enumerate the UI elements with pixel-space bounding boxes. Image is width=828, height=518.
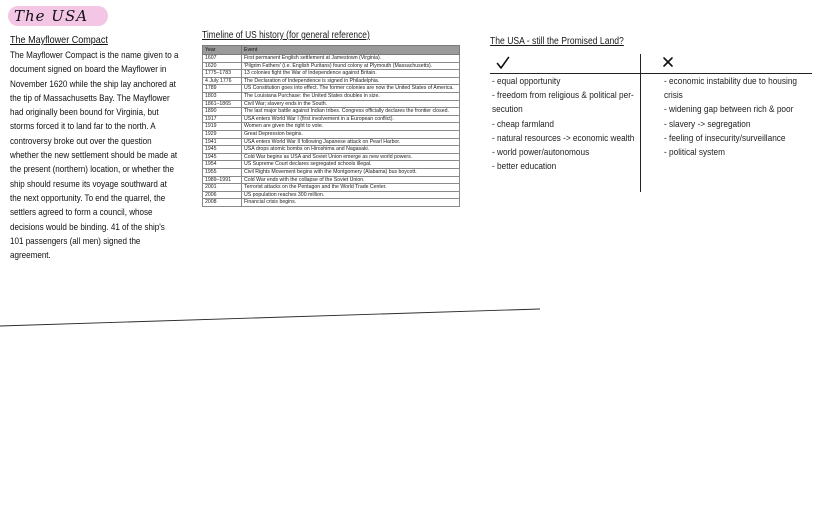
list-item: - political system xyxy=(664,147,725,159)
timeline-year: 1917 xyxy=(203,115,242,123)
timeline-year: 1954 xyxy=(203,161,242,169)
timeline-year: 1919 xyxy=(203,123,242,131)
list-item: - freedom from religious & political per-secution xyxy=(492,90,634,116)
table-row xyxy=(203,92,460,100)
table-row xyxy=(203,123,460,131)
table-row xyxy=(203,62,460,70)
timeline-col-event: Event xyxy=(242,46,460,55)
table-row xyxy=(203,176,460,184)
timeline-year: 1890 xyxy=(203,108,242,116)
timeline-event: 13 colonies fight the War of Independence against Britain. xyxy=(242,70,460,78)
timeline-year: 1775–1783 xyxy=(203,70,242,78)
mayflower-heading: The Mayflower Compact xyxy=(10,34,108,46)
table-row xyxy=(203,153,460,161)
timeline-event: USA enters World War II following Japanese attack on Pearl Harbor. xyxy=(242,138,460,146)
table-row xyxy=(203,168,460,176)
timeline-table xyxy=(202,45,460,207)
timeline-year: 1620 xyxy=(203,62,242,70)
timeline-event: Terrorist attacks on the Pentagon and the World Trade Center. xyxy=(242,184,460,192)
pros-list xyxy=(492,75,638,174)
timeline-event: US Constitution goes into effect. The former colonies are now the United States of America. xyxy=(242,85,460,93)
timeline-event: US Supreme Court declares segregated schools illegal. xyxy=(242,161,460,169)
timeline-event: The Declaration of Independence is signed in Philadelphia. xyxy=(242,77,460,85)
tchart-vertical-line xyxy=(640,54,641,192)
mayflower-section xyxy=(10,34,182,262)
timeline-year: 1945 xyxy=(203,153,242,161)
table-row xyxy=(203,100,460,108)
timeline-event: The Louisiana Purchase: the United States doubles in size. xyxy=(242,92,460,100)
timeline-year: 1989–1991 xyxy=(203,176,242,184)
timeline-heading: Timeline of US history (for general reference) xyxy=(202,30,370,41)
table-row xyxy=(203,191,460,199)
table-row xyxy=(203,130,460,138)
timeline-section xyxy=(202,30,460,207)
timeline-year: 4 July 1776 xyxy=(203,77,242,85)
timeline-event: USA enters World War I (first involvement in a European conflict). xyxy=(242,115,460,123)
timeline-event: Great Depression begins. xyxy=(242,130,460,138)
timeline-event: Women are given the right to vote. xyxy=(242,123,460,131)
mayflower-text: The Mayflower Compact is the name given to a document signed on board the Mayflower in November 1620 while the ship lay anchored at the tip of Massachusetts Bay. The Mayflower had originally been bound for Virginia, but storms forced it to land far to the north. A controversy broke out over the question whether the new settlement should be made at the present (northern) location, or whether the ship should resume its voyage southward at the next opportunity. To end the quarrel, the settlers agreed to form a council, whose decisions would be binding. 41 of the ship's 101 passengers (all men) signed the agreement. xyxy=(10,49,179,261)
list-item: - widening gap between rich & poor xyxy=(664,104,794,116)
timeline-year: 2008 xyxy=(203,199,242,207)
timeline-year: 1945 xyxy=(203,146,242,154)
cons-list xyxy=(664,75,812,160)
cross-icon xyxy=(662,56,674,68)
list-item: - economic instability due to housing crisis xyxy=(664,76,798,102)
timeline-event: US population reaches 300 million. xyxy=(242,191,460,199)
timeline-year: 2001 xyxy=(203,184,242,192)
timeline-event: Cold War ends with the collapse of the Soviet Union. xyxy=(242,176,460,184)
pros-cons-chart xyxy=(490,54,820,194)
timeline-event: The last major battle against Indian tribes. Congress officially declares the frontier closed. xyxy=(242,108,460,116)
timeline-event: USA drops atomic bombs on Hiroshima and Nagasaki. xyxy=(242,146,460,154)
table-row xyxy=(203,70,460,78)
table-row xyxy=(203,146,460,154)
timeline-event: Cold War begins as USA and Soviet Union emerge as new world powers. xyxy=(242,153,460,161)
table-row xyxy=(203,77,460,85)
timeline-year: 1789 xyxy=(203,85,242,93)
table-row xyxy=(203,115,460,123)
list-item: - natural resources -> economic wealth xyxy=(492,132,635,144)
tchart-horizontal-line xyxy=(490,73,812,74)
timeline-year: 1607 xyxy=(203,55,242,63)
table-row xyxy=(203,199,460,207)
timeline-event: First permanent English settlement at Jamestown (Virginia). xyxy=(242,55,460,63)
list-item: - slavery -> segregation xyxy=(664,118,751,130)
table-row xyxy=(203,138,460,146)
timeline-event: Civil Rights Movement begins with the Montgomery (Alabama) bus boycott. xyxy=(242,168,460,176)
timeline-col-year: Year xyxy=(203,46,242,55)
timeline-event: Civil War; slavery ends in the South. xyxy=(242,100,460,108)
timeline-year: 1929 xyxy=(203,130,242,138)
timeline-event: Financial crisis begins. xyxy=(242,199,460,207)
check-icon xyxy=(496,56,510,70)
table-row xyxy=(203,108,460,116)
table-row xyxy=(203,85,460,93)
promised-land-section xyxy=(490,36,820,173)
promised-land-heading: The USA - still the Promised Land? xyxy=(490,36,624,47)
timeline-year: 1861–1865 xyxy=(203,100,242,108)
list-item: - cheap farmland xyxy=(492,118,554,130)
list-item: - equal opportunity xyxy=(492,76,561,87)
timeline-year: 1955 xyxy=(203,168,242,176)
list-item: - better education xyxy=(492,161,557,173)
table-row xyxy=(203,184,460,192)
table-row xyxy=(203,55,460,63)
timeline-header-row xyxy=(203,46,460,55)
page-title: The USA xyxy=(14,7,89,25)
table-row xyxy=(203,161,460,169)
list-item: - feeling of insecurity/surveillance xyxy=(664,132,786,144)
timeline-event: 'Pilgrim Fathers' (i.e. English Puritans) found colony at Plymouth (Massachusetts). xyxy=(242,62,460,70)
list-item: - world power/autonomous xyxy=(492,147,590,159)
timeline-year: 1803 xyxy=(203,92,242,100)
timeline-year: 2006 xyxy=(203,191,242,199)
timeline-year: 1941 xyxy=(203,138,242,146)
